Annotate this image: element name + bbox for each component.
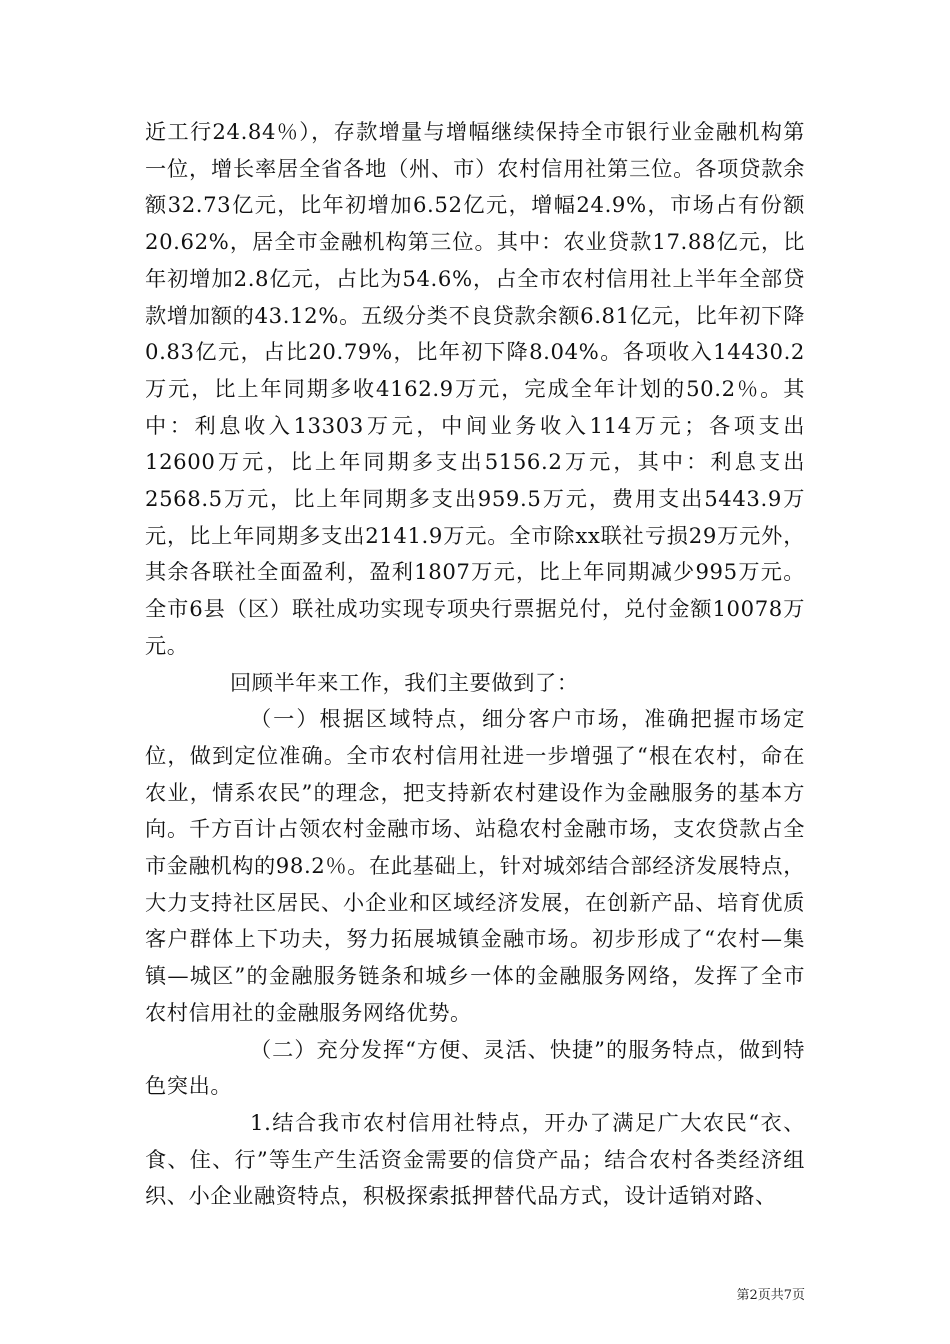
page-number: 第2页共7页 — [736, 1288, 805, 1303]
document-body — [145, 114, 805, 1215]
paragraph-item-one: 1.结合我市农村信用社特点，开办了满足广大农民“衣、食、住、行”等生产生活资金需要的信贷产品；结合农村各类经济组织、小企业融资特点，积极探索抵押替代品方式，设计适销对路、 — [145, 1109, 805, 1209]
paragraph-section-two: （二）充分发挥“方便、灵活、快捷”的服务特点，做到特色突出。 — [145, 1036, 805, 1099]
paragraph-section-one: （一）根据区域特点，细分客户市场，准确把握市场定位，做到定位准确。全市农村信用社进一步增强了“根在农村，命在农业，情系农民”的理念，把支持新农村建设作为金融服务的基本方向。千方百计占领农村金融市场、站稳农村金融市场，支农贷款占全市金融机构的98.2％。在此基础上，针对城郊结合部经济发展特点，大力支持社区居民、小企业和区域经济发展，在创新产品、培育优质客户群体上下功夫，努力拓展城镇金融市场。初步形成了“农村—集镇—城区”的金融服务链条和城乡一体的金融服务网络，发挥了全市农村信用社的金融服务网络优势。 — [145, 706, 805, 1025]
paragraph-review-intro: 回顾半年来工作，我们主要做到了： — [230, 669, 579, 695]
paragraph-financial-summary: 近工行24.84％），存款增量与增幅继续保持全市银行业金融机构第一位，增长率居全省各地（州、市）农村信用社第三位。各项贷款余额32.73亿元，比年初增加6.52亿元，增幅24.9%，市场占有份额20.62%，居全市金融机构第三位。其中：农业贷款17.88亿元，比年初增加2.8亿元，占比为54.6%，占全市农村信用社上半年全部贷款增加额的43.12%。五级分类不良贷款余额6.81亿元，比年初下降0.83亿元，占比20.79%，比年初下降8.04%。各项收入14430.2万元，比上年同期多收4162.9万元，完成全年计划的50.2％。其中：利息收入13303万元，中间业务收入114万元；各项支出12600万元，比上年同期多支出5156.2万元，其中：利息支出2568.5万元，比上年同期多支出959.5万元，费用支出5443.9万元，比上年同期多支出2141.9万元。全市除xx联社亏损29万元外，其余各联社全面盈利，盈利1807万元，比上年同期减少995万元。全市6县（区）联社成功实现专项央行票据兑付，兑付金额10078万元。 — [145, 119, 805, 658]
